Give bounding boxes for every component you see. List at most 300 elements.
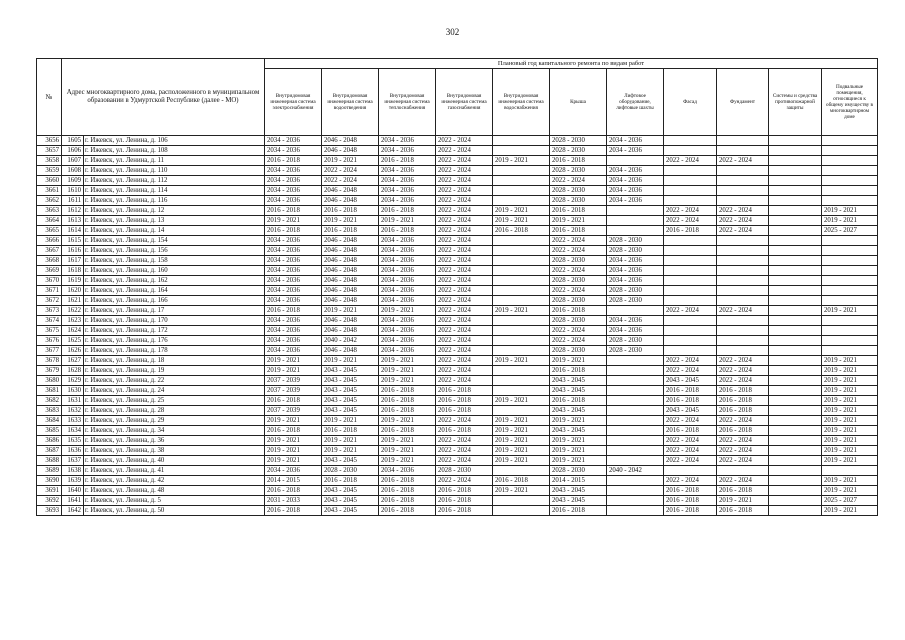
roof-cell: 2043 - 2045 <box>550 426 607 436</box>
table-row <box>37 166 878 176</box>
table-row <box>37 246 878 256</box>
basement-cell <box>822 266 878 276</box>
roof-cell: 2019 - 2021 <box>550 356 607 366</box>
heat-supply-cell: 2034 - 2036 <box>379 186 436 196</box>
drainage-cell: 2046 - 2048 <box>322 146 379 156</box>
basement-cell: 2019 - 2021 <box>822 426 878 436</box>
table-row <box>37 136 878 146</box>
drainage-cell: 2019 - 2021 <box>322 416 379 426</box>
water-supply-cell <box>493 296 550 306</box>
facade-cell: 2022 - 2024 <box>664 416 717 426</box>
house-id-cell: 1635 <box>62 436 84 446</box>
fire-protection-cell <box>769 236 822 246</box>
water-supply-cell: 2019 - 2021 <box>493 206 550 216</box>
elevator-cell <box>607 446 664 456</box>
roof-cell: 2028 - 2030 <box>550 346 607 356</box>
roof-cell: 2043 - 2045 <box>550 386 607 396</box>
address-cell: г. Ижевск, ул. Ленина, д. 160 <box>84 266 265 276</box>
address-cell: г. Ижевск, ул. Ленина, д. 22 <box>84 376 265 386</box>
header-work-type: Внутридомовая инженерная система теплоснабжения <box>379 69 436 136</box>
elevator-cell: 2034 - 2036 <box>607 276 664 286</box>
header-work-type: Крыша <box>550 69 607 136</box>
facade-cell <box>664 336 717 346</box>
gas-supply-cell: 2016 - 2018 <box>436 506 493 516</box>
address-cell: г. Ижевск, ул. Ленина, д. 29 <box>84 416 265 426</box>
roof-cell: 2022 - 2024 <box>550 336 607 346</box>
table-row <box>37 386 878 396</box>
facade-cell: 2022 - 2024 <box>664 456 717 466</box>
table-row <box>37 406 878 416</box>
address-cell: г. Ижевск, ул. Ленина, д. 48 <box>84 486 265 496</box>
roof-cell: 2016 - 2018 <box>550 206 607 216</box>
table-body <box>37 136 878 516</box>
gas-supply-cell: 2022 - 2024 <box>436 326 493 336</box>
address-cell: г. Ижевск, ул. Ленина, д. 158 <box>84 256 265 266</box>
row-number-cell: 3690 <box>37 476 62 486</box>
electric-supply-cell: 2034 - 2036 <box>265 236 322 246</box>
facade-cell <box>664 176 717 186</box>
address-cell: г. Ижевск, ул. Ленина, д. 164 <box>84 286 265 296</box>
electric-supply-cell: 2034 - 2036 <box>265 266 322 276</box>
drainage-cell: 2043 - 2045 <box>322 396 379 406</box>
address-cell: г. Ижевск, ул. Ленина, д. 166 <box>84 296 265 306</box>
table-row <box>37 266 878 276</box>
basement-cell: 2019 - 2021 <box>822 446 878 456</box>
capital-repair-table <box>36 58 878 516</box>
address-cell: г. Ижевск, ул. Ленина, д. 110 <box>84 166 265 176</box>
water-supply-cell <box>493 336 550 346</box>
basement-cell: 2019 - 2021 <box>822 436 878 446</box>
house-id-cell: 1619 <box>62 276 84 286</box>
row-number-cell: 3669 <box>37 266 62 276</box>
header-work-type: Внутридомовая инженерная система водоотведения <box>322 69 379 136</box>
heat-supply-cell: 2034 - 2036 <box>379 136 436 146</box>
facade-cell: 2022 - 2024 <box>664 156 717 166</box>
electric-supply-cell: 2016 - 2018 <box>265 306 322 316</box>
house-id-cell: 1641 <box>62 496 84 506</box>
water-supply-cell <box>493 466 550 476</box>
elevator-cell <box>607 376 664 386</box>
electric-supply-cell: 2019 - 2021 <box>265 366 322 376</box>
heat-supply-cell: 2016 - 2018 <box>379 496 436 506</box>
table-row <box>37 356 878 366</box>
water-supply-cell <box>493 236 550 246</box>
table-row <box>37 456 878 466</box>
drainage-cell: 2046 - 2048 <box>322 276 379 286</box>
heat-supply-cell: 2019 - 2021 <box>379 216 436 226</box>
drainage-cell: 2043 - 2045 <box>322 506 379 516</box>
heat-supply-cell: 2016 - 2018 <box>379 206 436 216</box>
address-cell: г. Ижевск, ул. Ленина, д. 12 <box>84 206 265 216</box>
gas-supply-cell: 2016 - 2018 <box>436 406 493 416</box>
water-supply-cell <box>493 386 550 396</box>
address-cell: г. Ижевск, ул. Ленина, д. 24 <box>84 386 265 396</box>
house-id-cell: 1623 <box>62 316 84 326</box>
table-row <box>37 236 878 246</box>
row-number-cell: 3661 <box>37 186 62 196</box>
header-work-type: Внутридомовая инженерная система электроснабжения <box>265 69 322 136</box>
gas-supply-cell: 2022 - 2024 <box>436 286 493 296</box>
fire-protection-cell <box>769 226 822 236</box>
fire-protection-cell <box>769 456 822 466</box>
table-row <box>37 216 878 226</box>
facade-cell: 2022 - 2024 <box>664 216 717 226</box>
basement-cell: 2019 - 2021 <box>822 216 878 226</box>
roof-cell: 2028 - 2030 <box>550 146 607 156</box>
gas-supply-cell: 2022 - 2024 <box>436 476 493 486</box>
address-cell: г. Ижевск, ул. Ленина, д. 154 <box>84 236 265 246</box>
heat-supply-cell: 2034 - 2036 <box>379 246 436 256</box>
basement-cell: 2019 - 2021 <box>822 486 878 496</box>
heat-supply-cell: 2034 - 2036 <box>379 176 436 186</box>
row-number-cell: 3664 <box>37 216 62 226</box>
water-supply-cell: 2019 - 2021 <box>493 356 550 366</box>
address-cell: г. Ижевск, ул. Ленина, д. 50 <box>84 506 265 516</box>
drainage-cell: 2019 - 2021 <box>322 306 379 316</box>
row-number-cell: 3677 <box>37 346 62 356</box>
water-supply-cell <box>493 366 550 376</box>
water-supply-cell: 2016 - 2018 <box>493 476 550 486</box>
row-number-cell: 3676 <box>37 336 62 346</box>
drainage-cell: 2019 - 2021 <box>322 156 379 166</box>
drainage-cell: 2046 - 2048 <box>322 286 379 296</box>
foundation-cell <box>717 326 769 336</box>
fire-protection-cell <box>769 366 822 376</box>
drainage-cell: 2016 - 2018 <box>322 206 379 216</box>
house-id-cell: 1640 <box>62 486 84 496</box>
water-supply-cell: 2019 - 2021 <box>493 486 550 496</box>
electric-supply-cell: 2034 - 2036 <box>265 256 322 266</box>
drainage-cell: 2019 - 2021 <box>322 356 379 366</box>
facade-cell: 2022 - 2024 <box>664 476 717 486</box>
fire-protection-cell <box>769 396 822 406</box>
facade-cell <box>664 166 717 176</box>
row-number-cell: 3660 <box>37 176 62 186</box>
foundation-cell <box>717 166 769 176</box>
house-id-cell: 1614 <box>62 226 84 236</box>
header-work-type: Подвальные помещения, относящиеся к общему имуществу в многоквартирном доме <box>822 69 878 136</box>
electric-supply-cell: 2034 - 2036 <box>265 326 322 336</box>
fire-protection-cell <box>769 436 822 446</box>
address-cell: г. Ижевск, ул. Ленина, д. 172 <box>84 326 265 336</box>
roof-cell: 2019 - 2021 <box>550 436 607 446</box>
facade-cell <box>664 196 717 206</box>
heat-supply-cell: 2034 - 2036 <box>379 336 436 346</box>
elevator-cell <box>607 356 664 366</box>
water-supply-cell <box>493 176 550 186</box>
heat-supply-cell: 2034 - 2036 <box>379 286 436 296</box>
drainage-cell: 2046 - 2048 <box>322 236 379 246</box>
water-supply-cell <box>493 256 550 266</box>
foundation-cell: 2022 - 2024 <box>717 366 769 376</box>
foundation-cell: 2022 - 2024 <box>717 476 769 486</box>
electric-supply-cell: 2034 - 2036 <box>265 346 322 356</box>
table-row <box>37 396 878 406</box>
gas-supply-cell: 2022 - 2024 <box>436 316 493 326</box>
facade-cell <box>664 186 717 196</box>
heat-supply-cell: 2034 - 2036 <box>379 166 436 176</box>
basement-cell <box>822 176 878 186</box>
table-row <box>37 146 878 156</box>
facade-cell <box>664 236 717 246</box>
foundation-cell: 2022 - 2024 <box>717 356 769 366</box>
gas-supply-cell: 2028 - 2030 <box>436 466 493 476</box>
elevator-cell <box>607 406 664 416</box>
table-row <box>37 496 878 506</box>
foundation-cell: 2016 - 2018 <box>717 386 769 396</box>
fire-protection-cell <box>769 206 822 216</box>
drainage-cell: 2043 - 2045 <box>322 456 379 466</box>
table-row <box>37 256 878 266</box>
drainage-cell: 2022 - 2024 <box>322 176 379 186</box>
row-number-cell: 3659 <box>37 166 62 176</box>
foundation-cell <box>717 236 769 246</box>
fire-protection-cell <box>769 446 822 456</box>
elevator-cell: 2034 - 2036 <box>607 166 664 176</box>
facade-cell: 2022 - 2024 <box>664 306 717 316</box>
elevator-cell <box>607 436 664 446</box>
house-id-cell: 1616 <box>62 246 84 256</box>
row-number-cell: 3657 <box>37 146 62 156</box>
elevator-cell <box>607 476 664 486</box>
elevator-cell <box>607 306 664 316</box>
heat-supply-cell: 2019 - 2021 <box>379 416 436 426</box>
elevator-cell: 2028 - 2030 <box>607 246 664 256</box>
facade-cell: 2022 - 2024 <box>664 356 717 366</box>
table-row <box>37 296 878 306</box>
electric-supply-cell: 2034 - 2036 <box>265 176 322 186</box>
basement-cell <box>822 286 878 296</box>
table-row <box>37 426 878 436</box>
foundation-cell <box>717 276 769 286</box>
water-supply-cell <box>493 316 550 326</box>
elevator-cell: 2034 - 2036 <box>607 316 664 326</box>
drainage-cell: 2022 - 2024 <box>322 166 379 176</box>
facade-cell <box>664 286 717 296</box>
row-number-cell: 3680 <box>37 376 62 386</box>
heat-supply-cell: 2019 - 2021 <box>379 356 436 366</box>
fire-protection-cell <box>769 356 822 366</box>
row-number-cell: 3693 <box>37 506 62 516</box>
gas-supply-cell: 2022 - 2024 <box>436 346 493 356</box>
drainage-cell: 2043 - 2045 <box>322 376 379 386</box>
row-number-cell: 3675 <box>37 326 62 336</box>
heat-supply-cell: 2019 - 2021 <box>379 376 436 386</box>
electric-supply-cell: 2034 - 2036 <box>265 296 322 306</box>
address-cell: г. Ижевск, ул. Ленина, д. 36 <box>84 436 265 446</box>
facade-cell: 2022 - 2024 <box>664 206 717 216</box>
table-row <box>37 196 878 206</box>
roof-cell: 2016 - 2018 <box>550 156 607 166</box>
elevator-cell <box>607 216 664 226</box>
house-id-cell: 1613 <box>62 216 84 226</box>
foundation-cell <box>717 346 769 356</box>
table-row <box>37 226 878 236</box>
drainage-cell: 2043 - 2045 <box>322 486 379 496</box>
water-supply-cell: 2019 - 2021 <box>493 426 550 436</box>
gas-supply-cell: 2022 - 2024 <box>436 276 493 286</box>
header-work-type: Фундамент <box>717 69 769 136</box>
house-id-cell: 1608 <box>62 166 84 176</box>
address-cell: г. Ижевск, ул. Ленина, д. 38 <box>84 446 265 456</box>
address-cell: г. Ижевск, ул. Ленина, д. 17 <box>84 306 265 316</box>
table-row <box>37 186 878 196</box>
gas-supply-cell: 2022 - 2024 <box>436 356 493 366</box>
address-cell: г. Ижевск, ул. Ленина, д. 176 <box>84 336 265 346</box>
row-number-cell: 3679 <box>37 366 62 376</box>
drainage-cell: 2043 - 2045 <box>322 386 379 396</box>
gas-supply-cell: 2022 - 2024 <box>436 136 493 146</box>
basement-cell: 2019 - 2021 <box>822 476 878 486</box>
facade-cell <box>664 146 717 156</box>
house-id-cell: 1617 <box>62 256 84 266</box>
facade-cell: 2016 - 2018 <box>664 486 717 496</box>
fire-protection-cell <box>769 306 822 316</box>
row-number-cell: 3668 <box>37 256 62 266</box>
gas-supply-cell: 2022 - 2024 <box>436 196 493 206</box>
elevator-cell: 2028 - 2030 <box>607 286 664 296</box>
drainage-cell: 2043 - 2045 <box>322 366 379 376</box>
fire-protection-cell <box>769 476 822 486</box>
electric-supply-cell: 2034 - 2036 <box>265 286 322 296</box>
water-supply-cell: 2019 - 2021 <box>493 156 550 166</box>
foundation-cell <box>717 466 769 476</box>
electric-supply-cell: 2034 - 2036 <box>265 336 322 346</box>
house-id-cell: 1609 <box>62 176 84 186</box>
foundation-cell: 2022 - 2024 <box>717 456 769 466</box>
drainage-cell: 2046 - 2048 <box>322 346 379 356</box>
table-row <box>37 286 878 296</box>
elevator-cell <box>607 416 664 426</box>
water-supply-cell <box>493 186 550 196</box>
foundation-cell <box>717 266 769 276</box>
electric-supply-cell: 2016 - 2018 <box>265 506 322 516</box>
heat-supply-cell: 2016 - 2018 <box>379 156 436 166</box>
fire-protection-cell <box>769 246 822 256</box>
basement-cell: 2019 - 2021 <box>822 396 878 406</box>
water-supply-cell: 2019 - 2021 <box>493 456 550 466</box>
water-supply-cell <box>493 286 550 296</box>
roof-cell: 2043 - 2045 <box>550 496 607 506</box>
fire-protection-cell <box>769 376 822 386</box>
facade-cell <box>664 276 717 286</box>
roof-cell: 2022 - 2024 <box>550 326 607 336</box>
house-id-cell: 1626 <box>62 346 84 356</box>
gas-supply-cell: 2022 - 2024 <box>436 156 493 166</box>
fire-protection-cell <box>769 496 822 506</box>
fire-protection-cell <box>769 416 822 426</box>
water-supply-cell <box>493 326 550 336</box>
drainage-cell: 2043 - 2045 <box>322 406 379 416</box>
facade-cell: 2016 - 2018 <box>664 496 717 506</box>
row-number-cell: 3658 <box>37 156 62 166</box>
facade-cell <box>664 246 717 256</box>
fire-protection-cell <box>769 486 822 496</box>
table-row <box>37 316 878 326</box>
row-number-cell: 3656 <box>37 136 62 146</box>
facade-cell: 2016 - 2018 <box>664 426 717 436</box>
drainage-cell: 2046 - 2048 <box>322 196 379 206</box>
roof-cell: 2016 - 2018 <box>550 366 607 376</box>
gas-supply-cell: 2016 - 2018 <box>436 426 493 436</box>
elevator-cell <box>607 396 664 406</box>
gas-supply-cell: 2022 - 2024 <box>436 336 493 346</box>
facade-cell: 2022 - 2024 <box>664 446 717 456</box>
electric-supply-cell: 2016 - 2018 <box>265 486 322 496</box>
elevator-cell <box>607 386 664 396</box>
basement-cell <box>822 136 878 146</box>
house-id-cell: 1628 <box>62 366 84 376</box>
basement-cell <box>822 346 878 356</box>
address-cell: г. Ижевск, ул. Ленина, д. 170 <box>84 316 265 326</box>
water-supply-cell <box>493 196 550 206</box>
facade-cell: 2022 - 2024 <box>664 366 717 376</box>
address-cell: г. Ижевск, ул. Ленина, д. 178 <box>84 346 265 356</box>
header-work-type: Системы и средства противопожарной защиты <box>769 69 822 136</box>
foundation-cell <box>717 256 769 266</box>
table-row <box>37 176 878 186</box>
facade-cell <box>664 326 717 336</box>
facade-cell <box>664 296 717 306</box>
gas-supply-cell: 2022 - 2024 <box>436 166 493 176</box>
gas-supply-cell: 2022 - 2024 <box>436 456 493 466</box>
electric-supply-cell: 2034 - 2036 <box>265 136 322 146</box>
electric-supply-cell: 2034 - 2036 <box>265 276 322 286</box>
elevator-cell: 2028 - 2030 <box>607 296 664 306</box>
house-id-cell: 1631 <box>62 396 84 406</box>
electric-supply-cell: 2034 - 2036 <box>265 146 322 156</box>
basement-cell <box>822 276 878 286</box>
heat-supply-cell: 2016 - 2018 <box>379 476 436 486</box>
elevator-cell <box>607 366 664 376</box>
water-supply-cell: 2019 - 2021 <box>493 436 550 446</box>
address-cell: г. Ижевск, ул. Ленина, д. 106 <box>84 136 265 146</box>
house-id-cell: 1611 <box>62 196 84 206</box>
address-cell: г. Ижевск, ул. Ленина, д. 114 <box>84 186 265 196</box>
elevator-cell: 2034 - 2036 <box>607 266 664 276</box>
row-number-cell: 3687 <box>37 446 62 456</box>
row-number-cell: 3688 <box>37 456 62 466</box>
row-number-cell: 3681 <box>37 386 62 396</box>
table-row <box>37 206 878 216</box>
foundation-cell: 2019 - 2021 <box>717 496 769 506</box>
facade-cell <box>664 136 717 146</box>
gas-supply-cell: 2016 - 2018 <box>436 396 493 406</box>
house-id-cell: 1610 <box>62 186 84 196</box>
basement-cell: 2025 - 2027 <box>822 226 878 236</box>
drainage-cell: 2046 - 2048 <box>322 246 379 256</box>
row-number-cell: 3686 <box>37 436 62 446</box>
roof-cell: 2043 - 2045 <box>550 486 607 496</box>
fire-protection-cell <box>769 216 822 226</box>
roof-cell: 2022 - 2024 <box>550 266 607 276</box>
foundation-cell: 2016 - 2018 <box>717 426 769 436</box>
water-supply-cell: 2019 - 2021 <box>493 216 550 226</box>
row-number-cell: 3665 <box>37 226 62 236</box>
gas-supply-cell: 2022 - 2024 <box>436 366 493 376</box>
heat-supply-cell: 2034 - 2036 <box>379 346 436 356</box>
heat-supply-cell: 2016 - 2018 <box>379 486 436 496</box>
basement-cell <box>822 156 878 166</box>
address-cell: г. Ижевск, ул. Ленина, д. 34 <box>84 426 265 436</box>
heat-supply-cell: 2034 - 2036 <box>379 196 436 206</box>
heat-supply-cell: 2016 - 2018 <box>379 426 436 436</box>
water-supply-cell <box>493 146 550 156</box>
basement-cell <box>822 186 878 196</box>
basement-cell: 2019 - 2021 <box>822 456 878 466</box>
house-id-cell: 1612 <box>62 206 84 216</box>
row-number-cell: 3672 <box>37 296 62 306</box>
